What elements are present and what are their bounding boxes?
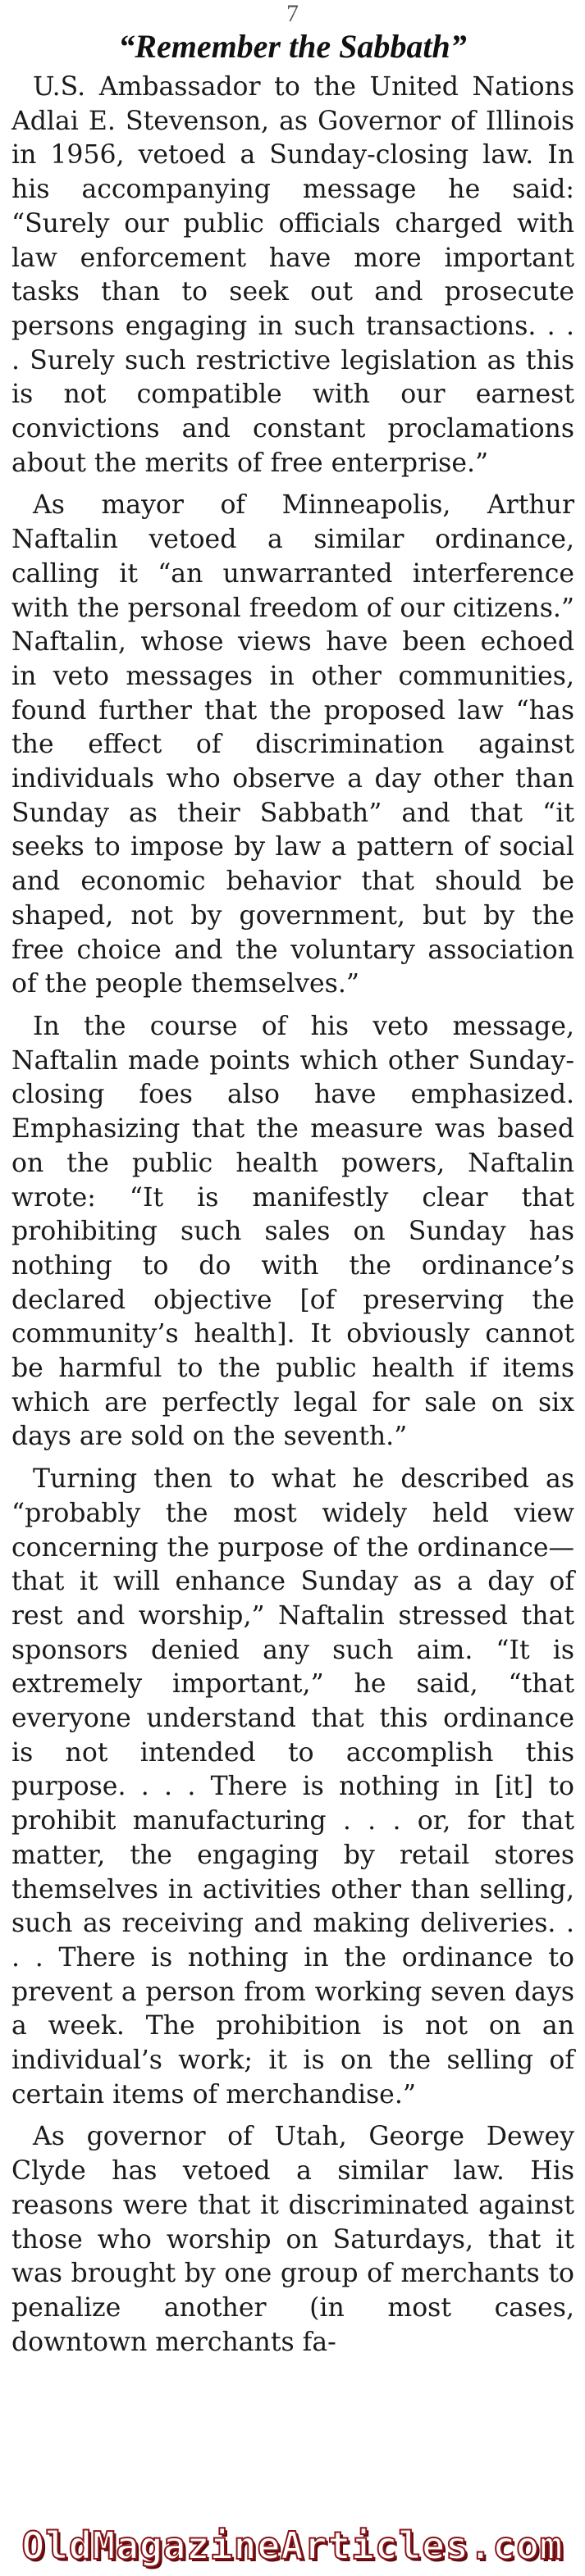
paragraph: As mayor of Minneapolis, Arthur Naftalin vetoed a similar ordinance, calling it “an unwarranted interference with the personal freedom of our citizens.” Naftalin, whose views have been echoed in veto messages in other communities, found further that the proposed law “has the effect of discrimination against individuals who observe a day other than Sunday as their Sabbath” and that “it seeks to impose by law a pattern of social and economic behavior that should be shaped, not by government, but by the free choice and the voluntary association of the people themselves.” <box>11 490 574 999</box>
paragraph: As governor of Utah, George Dewey Clyde has vetoed a similar law. His reasons were that it discriminated against those who worship on Saturdays, that it was brought by one group of merchants to penalize another (in most cases, downtown merchants fa- <box>11 2122 574 2357</box>
article-title: “Remember the Sabbath” <box>118 28 467 65</box>
paragraph: Turning then to what he described as “probably the most widely held view concerning the purpose of the ordinance—that it will enhance Sunday as a day of rest and worship,” Naftalin stressed that sponsors denied any such aim. “It is extremely important,” he said, “that everyone understand that this ordinance is not intended to accomplish this purpose. . . . There is nothing in [it] to prohibit manufacturing . . . or, for that matter, the engaging by retail stores themselves in activities other than selling, such as receiving and making deliveries. . . . There is nothing in the ordinance to prevent a person from working seven days a week. The prohibition is not on an individual’s work; it is on the selling of certain items of merchandise.” <box>11 1464 574 2109</box>
paragraph: U.S. Ambassador to the United Nations Adlai E. Stevenson, as Governor of Illinois in 1956, vetoed a Sunday-closing law. In his accompanying message he said: “Surely our public officials charged with law enforcement have more important tasks than to seek out and prosecute persons engaging in such transactions. . . . Surely such restrictive legislation as this is not compatible with our earnest convictions and constant proclamations about the merits of free enterprise.” <box>11 72 574 478</box>
paragraph: In the course of his veto message, Naftalin made points which other Sunday-closing foes also have emphasized. Emphasizing that the measure was based on the public health powers, Naftalin wrote: “It is manifestly clear that prohibiting such sales on Sunday has nothing to do with the ordinance’s declared objective [of preserving the community’s health]. It obviously cannot be harmful to the public health if items which are perfectly legal for sale on six days are sold on the seventh.” <box>11 1011 574 1452</box>
site-footer <box>0 2522 585 2569</box>
page-number: 7 <box>286 0 299 27</box>
site-banner-logo[interactable]: OldMagazineArticles.com <box>21 2524 564 2568</box>
article-body <box>11 71 574 2368</box>
